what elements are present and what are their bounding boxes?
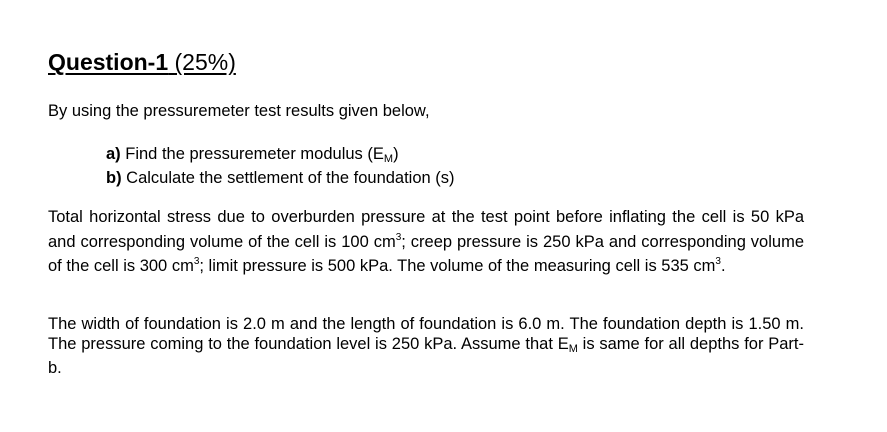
test-data-seg2: ; creep pressure is 250 kPa and corresponding volume of the cell is 300 cm bbox=[48, 232, 804, 275]
question-parts-list bbox=[106, 145, 455, 188]
part-b-text: Calculate the settlement of the foundation (s) bbox=[126, 169, 455, 187]
test-data-sup2: 3 bbox=[193, 256, 200, 267]
test-data-seg3: ; limit pressure is 500 kPa. The volume of the measuring cell is 535 cm bbox=[199, 257, 716, 275]
test-data-seg1: Total horizontal stress due to overburden pressure at the test point before inflating the cell is 50 kPa and corresponding volume of the cell is 100 cm bbox=[48, 208, 804, 251]
part-a bbox=[106, 145, 455, 169]
foundation-seg1: The width of foundation is 2.0 m and the length of foundation is 6.0 m. The foundation depth is 1.50 m. The pressure coming to the foundation level is 250 kPa. Assume that E bbox=[48, 315, 804, 353]
test-data-paragraph bbox=[48, 208, 804, 277]
part-b-label: b) bbox=[106, 169, 122, 187]
question-title-main: Question-1 bbox=[48, 49, 169, 75]
foundation-seg2: is same for all depths for Part-b. bbox=[48, 334, 804, 377]
test-data-seg4: . bbox=[720, 257, 726, 275]
part-a-label: a) bbox=[106, 145, 121, 163]
part-b bbox=[106, 169, 455, 188]
test-data-sup3: 3 bbox=[715, 256, 721, 267]
foundation-paragraph bbox=[48, 315, 804, 379]
part-a-text-end: ) bbox=[393, 145, 399, 163]
part-a-subscript: M bbox=[383, 153, 394, 165]
foundation-sub1: M bbox=[568, 342, 578, 355]
question-intro: By using the pressuremeter test results given below, bbox=[48, 102, 430, 120]
question-title-weight: (25%) bbox=[174, 49, 236, 75]
question-title bbox=[48, 47, 236, 77]
part-a-text: Find the pressuremeter modulus (E bbox=[125, 145, 384, 163]
test-data-sup1: 3 bbox=[395, 231, 402, 243]
